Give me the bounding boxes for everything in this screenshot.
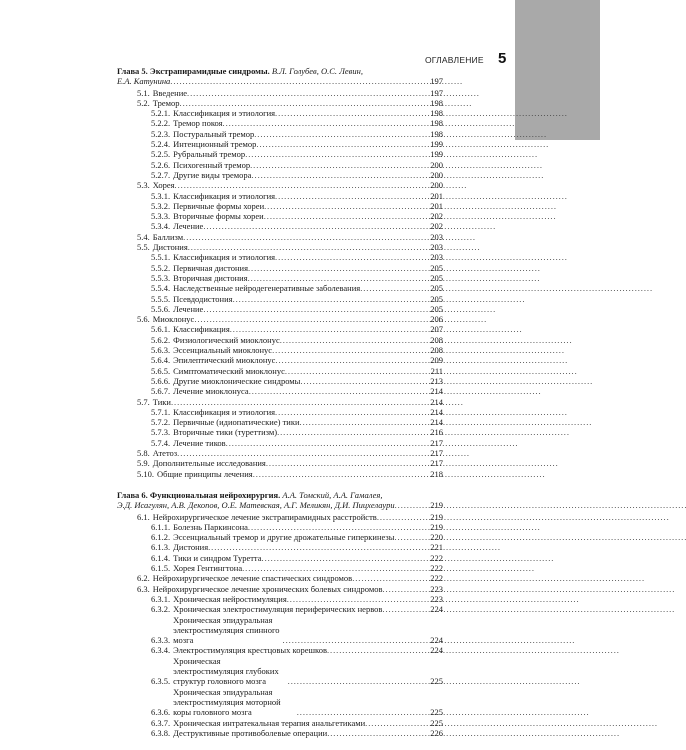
entry-page: 211 bbox=[430, 365, 443, 376]
entry-number: 5.7. bbox=[137, 396, 150, 407]
chapter-side-tab bbox=[515, 0, 600, 140]
toc-entry bbox=[117, 522, 443, 532]
entry-title: Хроническая эпидуральная электростимуляция спинного мозга bbox=[173, 614, 280, 646]
dot-leader bbox=[382, 584, 421, 594]
dot-leader bbox=[275, 191, 421, 201]
toc-entry bbox=[117, 118, 443, 128]
toc-entry bbox=[117, 252, 443, 262]
entry-page: 201 bbox=[430, 200, 443, 211]
toc-entry bbox=[117, 232, 443, 242]
entry-number: 6.3.5. bbox=[151, 676, 171, 687]
dot-leader bbox=[249, 386, 421, 396]
entry-title: Деструктивные противоболевые операции bbox=[173, 727, 328, 738]
entry-number: 5.2.1. bbox=[151, 108, 171, 119]
dot-leader bbox=[180, 98, 421, 108]
entry-number: 5.2.5. bbox=[151, 149, 171, 160]
entry-number: 5.3.1. bbox=[151, 190, 171, 201]
entry-page: 205 bbox=[430, 303, 443, 314]
entry-number: 5.5.2. bbox=[151, 262, 171, 273]
entry-page: 223 bbox=[430, 593, 443, 604]
entry-title: Первичная дистония bbox=[173, 262, 248, 273]
entry-number: 5.3.3. bbox=[151, 211, 171, 222]
entry-page: 197 bbox=[430, 87, 443, 98]
entry-number: 5.1. bbox=[137, 87, 150, 98]
entry-title: Дистония bbox=[173, 542, 209, 553]
chapter-page: 197 bbox=[430, 76, 443, 87]
entry-title: Тики и синдром Туретта bbox=[173, 552, 262, 563]
entry-page: 205 bbox=[430, 262, 443, 273]
entry-page: 199 bbox=[430, 139, 443, 150]
dot-leader bbox=[288, 676, 421, 686]
entry-title: Тики bbox=[152, 396, 171, 407]
dot-leader bbox=[275, 108, 421, 118]
entry-number: 5.7.3. bbox=[151, 427, 171, 438]
entry-title: Хроническая электростимуляция глубоких структур головного мозга bbox=[173, 655, 279, 687]
entry-number: 5.2. bbox=[137, 97, 150, 108]
entry-number: 5.6. bbox=[137, 314, 150, 325]
chapter-authors: В.Л. Голубев, О.С. Левин, bbox=[271, 66, 363, 76]
entry-title: Эпилептический миоклонус bbox=[173, 355, 276, 366]
entry-title: Наследственные нейродегенеративные заболевания bbox=[173, 283, 361, 294]
entry-page: 205 bbox=[430, 283, 443, 294]
entry-number: 5.3.2. bbox=[151, 200, 171, 211]
entry-number: 5.7.2. bbox=[151, 417, 171, 428]
entry-title: Электростимуляция крестцовых корешков bbox=[173, 645, 327, 656]
toc-entry bbox=[117, 615, 443, 646]
entry-page: 200 bbox=[430, 159, 443, 170]
dot-leader bbox=[183, 232, 421, 242]
dot-leader bbox=[256, 139, 421, 149]
entry-page: 216 bbox=[430, 427, 443, 438]
entry-number: 5.6.7. bbox=[151, 386, 171, 397]
toc-entry bbox=[117, 129, 443, 139]
entry-page: 198 bbox=[430, 97, 443, 108]
entry-number: 6.1.4. bbox=[151, 552, 171, 563]
entry-number: 5.5.4. bbox=[151, 283, 171, 294]
entry-title: Классификация и этиология bbox=[173, 252, 276, 263]
toc-entry bbox=[117, 645, 443, 655]
dot-leader bbox=[248, 273, 421, 283]
entry-page: 220 bbox=[430, 532, 443, 543]
entry-page: 224 bbox=[430, 635, 443, 646]
toc-entry bbox=[117, 221, 443, 231]
toc-entry bbox=[117, 345, 443, 355]
entry-page: 224 bbox=[430, 604, 443, 615]
entry-page: 222 bbox=[430, 552, 443, 563]
dot-leader bbox=[264, 211, 421, 221]
toc-entry bbox=[117, 263, 443, 273]
entry-number: 5.5.5. bbox=[151, 293, 171, 304]
entry-number: 5.9. bbox=[137, 458, 150, 469]
toc-entry bbox=[117, 304, 443, 314]
page-number: 5 bbox=[498, 50, 507, 67]
entry-title: Симптоматический миоклонус bbox=[173, 365, 285, 376]
entry-number: 6.3.2. bbox=[151, 604, 171, 615]
entry-title: Введение bbox=[152, 87, 188, 98]
entry-title: Лечение bbox=[173, 303, 204, 314]
dot-leader bbox=[245, 149, 421, 159]
dot-leader bbox=[262, 553, 421, 563]
toc-entry bbox=[117, 594, 443, 604]
entry-page: 205 bbox=[430, 293, 443, 304]
entry-title: Псевдодистония bbox=[173, 293, 233, 304]
entry-page: 213 bbox=[430, 375, 443, 386]
entry-title: Эссенциальный тремор и другие дрожательные гиперкинезы bbox=[173, 532, 395, 543]
entry-title: Постуральный тремор bbox=[173, 128, 255, 139]
entry-page: 208 bbox=[430, 334, 443, 345]
entry-title: Миоклонус bbox=[152, 314, 195, 325]
entry-page: 206 bbox=[430, 314, 443, 325]
entry-number: 5.2.7. bbox=[151, 169, 171, 180]
dot-leader bbox=[266, 458, 421, 468]
toc-entry bbox=[117, 324, 443, 334]
entry-number: 6.1.5. bbox=[151, 563, 171, 574]
entry-title: Рубральный тремор bbox=[173, 149, 246, 160]
entry-number: 5.3.4. bbox=[151, 221, 171, 232]
entry-page: 203 bbox=[430, 242, 443, 253]
entry-title: Тремор bbox=[152, 97, 180, 108]
toc-entry bbox=[117, 170, 443, 180]
toc-entry bbox=[117, 407, 443, 417]
entry-title: Другие миоклонические синдромы bbox=[173, 375, 301, 386]
toc-entry bbox=[117, 386, 443, 396]
entry-title: Нейрохирургическое лечение хронических болевых синдромов bbox=[152, 583, 383, 594]
toc-chapter-6 bbox=[117, 490, 443, 738]
entry-title: Первичные (идиопатические) тики bbox=[173, 417, 300, 428]
entry-title: Интенционный тремор bbox=[173, 139, 257, 150]
entry-number: 6.3.7. bbox=[151, 717, 171, 728]
entry-page: 208 bbox=[430, 345, 443, 356]
dot-leader bbox=[187, 88, 421, 98]
entry-number: 5.3. bbox=[137, 180, 150, 191]
entry-title: Нейрохирургическое лечение спастических синдромов bbox=[152, 573, 353, 584]
entry-number: 6.1.2. bbox=[151, 532, 171, 543]
dot-leader bbox=[382, 604, 421, 614]
entry-title: Баллизм bbox=[152, 231, 184, 242]
entry-page: 207 bbox=[430, 324, 443, 335]
toc-entries bbox=[117, 512, 443, 739]
entry-title: Болезнь Паркинсона bbox=[173, 521, 248, 532]
toc-entry bbox=[117, 108, 443, 118]
entry-page: 221 bbox=[430, 542, 443, 553]
entry-page: 198 bbox=[430, 128, 443, 139]
dot-leader bbox=[175, 180, 421, 190]
entry-title: Лечение bbox=[173, 221, 204, 232]
entry-page: 203 bbox=[430, 231, 443, 242]
dot-leader bbox=[226, 438, 421, 448]
entry-page: 222 bbox=[430, 563, 443, 574]
chapter-authors: Э.Д. Исагулян, А.В. Декопов, О.Е. Матевская, А.Г. Меликян, Д.И. Пицхелаури bbox=[117, 500, 395, 511]
entry-number: 5.5.1. bbox=[151, 252, 171, 263]
entry-page: 225 bbox=[430, 707, 443, 718]
entry-page: 201 bbox=[430, 190, 443, 201]
entry-title: Лечение миоклонуса bbox=[173, 386, 249, 397]
dot-leader bbox=[327, 645, 421, 655]
entry-page: 203 bbox=[430, 252, 443, 263]
toc-entry bbox=[117, 438, 443, 448]
dot-leader bbox=[285, 366, 421, 376]
dot-leader bbox=[395, 500, 421, 510]
entry-page: 223 bbox=[430, 583, 443, 594]
entry-page: 217 bbox=[430, 458, 443, 469]
entry-title: Классификация и этиология bbox=[173, 108, 276, 119]
dot-leader bbox=[254, 129, 421, 139]
entry-page: 219 bbox=[430, 521, 443, 532]
entry-title: Вторичная дистония bbox=[173, 272, 248, 283]
entry-number: 6.3.6. bbox=[151, 707, 171, 718]
entry-title: Психогенный тремор bbox=[173, 159, 251, 170]
entry-title: Физиологический миоклонус bbox=[173, 334, 280, 345]
chapter-authors: Е.А. Катунина bbox=[117, 76, 171, 87]
chapter-authors: А.А. Томский, А.А. Гамалея, bbox=[282, 490, 383, 500]
entry-page: 200 bbox=[430, 180, 443, 191]
entry-number: 5.10. bbox=[137, 468, 154, 479]
dot-leader bbox=[188, 242, 421, 252]
entry-title: Хорея bbox=[152, 180, 175, 191]
toc-entry bbox=[117, 573, 443, 583]
chapter-title: Глава 6. Функциональная нейрохирургия. bbox=[117, 490, 281, 500]
entry-number: 5.6.6. bbox=[151, 375, 171, 386]
entry-title: Хроническая эпидуральная электростимуляция моторной коры головного мозга bbox=[173, 686, 281, 718]
dot-leader bbox=[275, 252, 421, 262]
toc-entry bbox=[117, 417, 443, 427]
entry-number: 6.1.3. bbox=[151, 542, 171, 553]
entry-page: 217 bbox=[430, 437, 443, 448]
toc-entry bbox=[117, 294, 443, 304]
toc-entry bbox=[117, 512, 443, 522]
entry-number: 5.2.3. bbox=[151, 128, 171, 139]
entry-number: 5.7.1. bbox=[151, 406, 171, 417]
entry-title: Эссенциальный миоклонус bbox=[173, 345, 273, 356]
dot-leader bbox=[208, 542, 421, 552]
dot-leader bbox=[280, 335, 421, 345]
dot-leader bbox=[327, 728, 421, 738]
entry-number: 5.4. bbox=[137, 231, 150, 242]
chapter-page: 219 bbox=[430, 500, 443, 511]
dot-leader bbox=[171, 397, 421, 407]
dot-leader bbox=[253, 469, 421, 479]
entry-number: 5.5.6. bbox=[151, 303, 171, 314]
entry-number: 5.7.4. bbox=[151, 437, 171, 448]
entry-title: Хорея Гентингтона bbox=[173, 563, 243, 574]
entry-number: 5.6.5. bbox=[151, 365, 171, 376]
dot-leader bbox=[283, 635, 421, 645]
entry-page: 217 bbox=[430, 447, 443, 458]
toc-entry bbox=[117, 604, 443, 614]
toc-entry bbox=[117, 191, 443, 201]
running-head: ОГЛАВЛЕНИЕ bbox=[425, 55, 484, 65]
entry-page: 202 bbox=[430, 211, 443, 222]
entry-page: 199 bbox=[430, 149, 443, 160]
toc-entry bbox=[117, 139, 443, 149]
dot-leader bbox=[365, 718, 421, 728]
dot-leader bbox=[275, 355, 421, 365]
toc-entry bbox=[117, 532, 443, 542]
entry-number: 6.1.1. bbox=[151, 521, 171, 532]
entry-page: 218 bbox=[430, 468, 443, 479]
entry-title: Тремор покоя bbox=[173, 118, 223, 129]
dot-leader bbox=[250, 160, 421, 170]
dot-leader bbox=[272, 345, 421, 355]
entry-page: 219 bbox=[430, 511, 443, 522]
entry-page: 225 bbox=[430, 717, 443, 728]
entry-number: 5.5.3. bbox=[151, 272, 171, 283]
toc-entry bbox=[117, 98, 443, 108]
toc-entry bbox=[117, 376, 443, 386]
toc-entry bbox=[117, 397, 443, 407]
toc-entry bbox=[117, 149, 443, 159]
entry-title: Хроническая нейростимуляция bbox=[173, 593, 287, 604]
entry-page: 226 bbox=[430, 727, 443, 738]
toc-entry bbox=[117, 88, 443, 98]
entry-page: 209 bbox=[430, 355, 443, 366]
dot-leader bbox=[242, 563, 421, 573]
entry-page: 225 bbox=[430, 676, 443, 687]
chapter-title: Глава 5. Экстрапирамидные синдромы. bbox=[117, 66, 270, 76]
toc-entry bbox=[117, 366, 443, 376]
entry-title: Общие принципы лечения bbox=[157, 468, 253, 479]
entry-number: 5.2.2. bbox=[151, 118, 171, 129]
toc-entry bbox=[117, 211, 443, 221]
toc-entry bbox=[117, 242, 443, 252]
entry-title: Классификация и этиология bbox=[173, 190, 276, 201]
toc-entry bbox=[117, 273, 443, 283]
toc-entry bbox=[117, 448, 443, 458]
entry-title: Нейрохирургическое лечение экстрапирамидных расстройств bbox=[152, 511, 377, 522]
toc-entry bbox=[117, 542, 443, 552]
entry-page: 205 bbox=[430, 272, 443, 283]
entry-number: 5.6.2. bbox=[151, 334, 171, 345]
entry-number: 6.2. bbox=[137, 573, 150, 584]
entry-title: Хроническая интратекальная терапия анальгетиками bbox=[173, 717, 366, 728]
dot-leader bbox=[377, 512, 421, 522]
chapter-heading bbox=[117, 490, 443, 511]
dot-leader bbox=[194, 314, 421, 324]
dot-leader bbox=[203, 221, 421, 231]
entry-title: Другие виды тремора bbox=[173, 169, 252, 180]
entry-page: 214 bbox=[430, 406, 443, 417]
toc-entry bbox=[117, 160, 443, 170]
entry-page: 214 bbox=[430, 396, 443, 407]
dot-leader bbox=[223, 118, 421, 128]
dot-leader bbox=[360, 283, 421, 293]
entry-number: 5.5. bbox=[137, 242, 150, 253]
toc-entry bbox=[117, 201, 443, 211]
dot-leader bbox=[248, 263, 421, 273]
entry-page: 198 bbox=[430, 118, 443, 129]
toc-entry bbox=[117, 469, 443, 479]
dot-leader bbox=[300, 376, 421, 386]
entry-title: Дополнительные исследования bbox=[152, 458, 266, 469]
entry-page: 202 bbox=[430, 221, 443, 232]
entry-number: 6.3. bbox=[137, 583, 150, 594]
dot-leader bbox=[203, 304, 421, 314]
entry-title: Классификация и этиология bbox=[173, 406, 276, 417]
toc-entry bbox=[117, 728, 443, 738]
entry-title: Атетоз bbox=[152, 447, 178, 458]
dot-leader bbox=[287, 594, 421, 604]
entry-page: 200 bbox=[430, 169, 443, 180]
entry-number: 6.1. bbox=[137, 511, 150, 522]
dot-leader bbox=[233, 294, 421, 304]
toc-entry bbox=[117, 553, 443, 563]
toc-entry bbox=[117, 314, 443, 324]
dot-leader bbox=[170, 76, 421, 86]
toc-entry bbox=[117, 283, 443, 293]
entry-title: Классификация bbox=[173, 324, 230, 335]
dot-leader bbox=[275, 407, 421, 417]
entry-title: Вторичные формы хореи bbox=[173, 211, 264, 222]
entry-page: 222 bbox=[430, 573, 443, 584]
entry-number: 6.3.8. bbox=[151, 727, 171, 738]
entry-number: 5.6.4. bbox=[151, 355, 171, 366]
entry-number: 5.2.4. bbox=[151, 139, 171, 150]
entry-title: Дистония bbox=[152, 242, 188, 253]
toc-entry bbox=[117, 458, 443, 468]
dot-leader bbox=[251, 170, 421, 180]
entry-title: Первичные формы хореи bbox=[173, 200, 265, 211]
entry-page: 214 bbox=[430, 386, 443, 397]
dot-leader bbox=[297, 707, 421, 717]
toc-chapter-5 bbox=[117, 66, 443, 479]
toc-entry bbox=[117, 335, 443, 345]
dot-leader bbox=[352, 573, 421, 583]
entry-number: 6.3.4. bbox=[151, 645, 171, 656]
entry-number: 5.6.1. bbox=[151, 324, 171, 335]
entry-page: 214 bbox=[430, 417, 443, 428]
toc-entry bbox=[117, 355, 443, 365]
dot-leader bbox=[264, 201, 421, 211]
entry-number: 6.3.3. bbox=[151, 635, 171, 646]
entry-number: 5.8. bbox=[137, 447, 150, 458]
toc-entry bbox=[117, 687, 443, 718]
entry-title: Вторичные тики (туреттизм) bbox=[173, 427, 278, 438]
entry-title: Хроническая электростимуляция периферических нервов bbox=[173, 604, 383, 615]
entry-page: 224 bbox=[430, 645, 443, 656]
toc-entry bbox=[117, 584, 443, 594]
dot-leader bbox=[277, 427, 421, 437]
dot-leader bbox=[230, 324, 421, 334]
entry-page: 198 bbox=[430, 108, 443, 119]
dot-leader bbox=[300, 417, 421, 427]
entry-number: 5.2.6. bbox=[151, 159, 171, 170]
toc-entries bbox=[117, 88, 443, 479]
toc-entry bbox=[117, 563, 443, 573]
dot-leader bbox=[177, 448, 421, 458]
toc-entry bbox=[117, 427, 443, 437]
dot-leader bbox=[248, 522, 421, 532]
toc-entry bbox=[117, 180, 443, 190]
dot-leader bbox=[394, 532, 421, 542]
toc-entry bbox=[117, 718, 443, 728]
entry-number: 5.6.3. bbox=[151, 345, 171, 356]
entry-number: 6.3.1. bbox=[151, 593, 171, 604]
toc-entry bbox=[117, 656, 443, 687]
entry-title: Лечение тиков bbox=[173, 437, 226, 448]
chapter-heading bbox=[117, 66, 443, 87]
